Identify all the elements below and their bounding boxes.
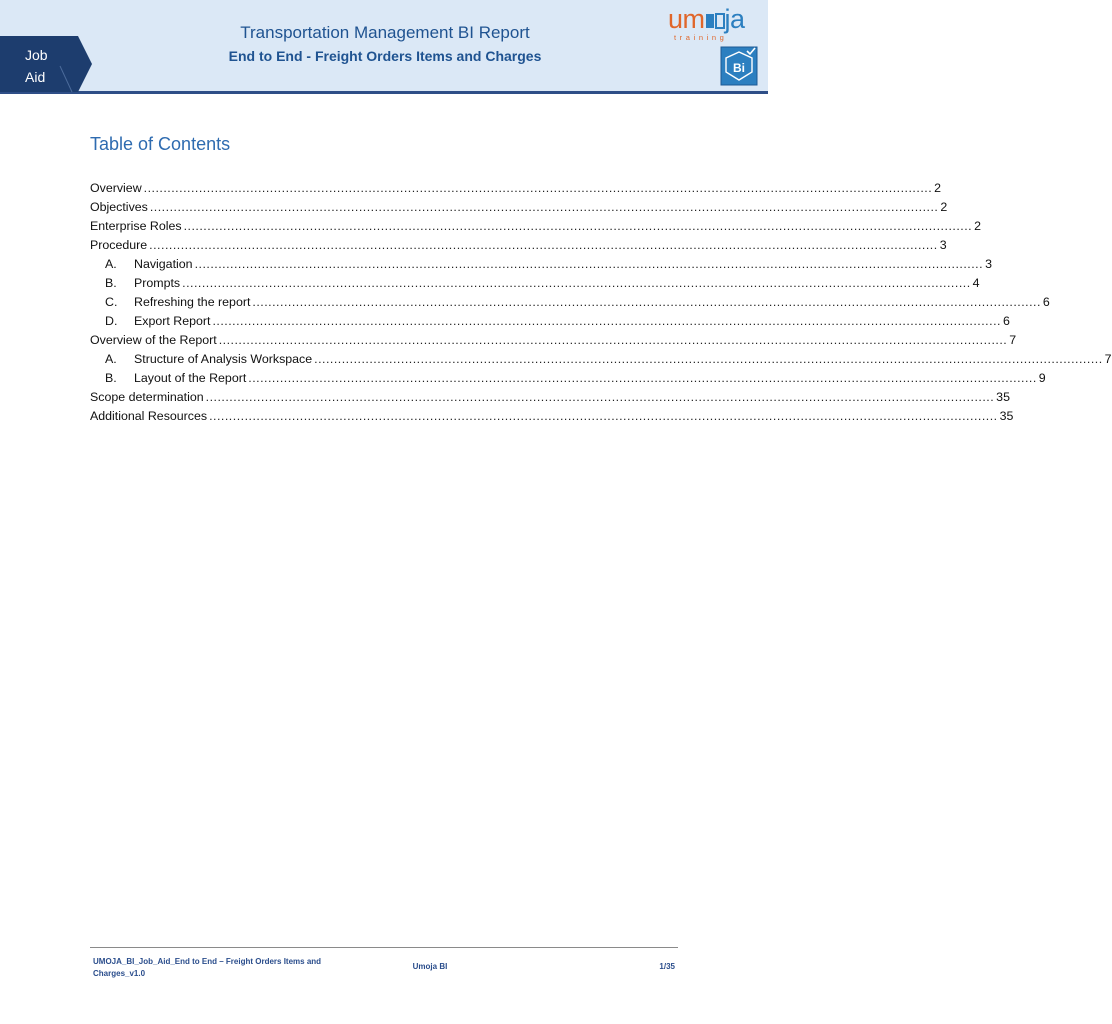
toc-dot-leader: ........................................................................................................................................................................................................ (314, 352, 1103, 366)
toc-entry-letter: C. (105, 295, 118, 309)
umoja-o-mark-icon (705, 11, 725, 31)
toc-entry-letter: B. (105, 371, 117, 385)
toc-dot-leader: ........................................................................................................................................................................................................ (252, 295, 1041, 309)
toc-entry-label: Objectives (90, 200, 148, 214)
toc-entry-label: Additional Resources (90, 409, 208, 423)
toc-entry-page: 2 (934, 181, 942, 195)
toc-dot-leader: ........................................................................................................................................................................................................ (183, 219, 973, 233)
toc-entry-page: 6 (1002, 314, 1010, 328)
toc-entry-page: 2 (974, 219, 982, 233)
toc-entry-label: Refreshing the report (134, 295, 251, 309)
logo-training-text: training (674, 33, 728, 42)
logo-ja-text: ja (724, 4, 745, 34)
job-aid-label (25, 44, 75, 88)
bi-badge-icon (720, 46, 758, 86)
toc-entry-label: Export Report (134, 314, 211, 328)
toc-entry[interactable] (90, 390, 1010, 409)
toc-entry-label: Overview of the Report (90, 333, 217, 347)
toc-entry-page: 35 (999, 409, 1014, 423)
footer-divider (90, 947, 678, 948)
toc-entry-label: Layout of the Report (134, 371, 247, 385)
toc-entry-label: Structure of Analysis Workspace (134, 352, 313, 366)
toc-dot-leader: ........................................................................................................................................................................................................ (209, 409, 998, 423)
toc-entry[interactable] (90, 333, 1017, 352)
toc-heading: Table of Contents (90, 134, 231, 154)
toc-dot-leader: ........................................................................................................................................................................................................ (182, 276, 971, 290)
job-aid-line2: Aid (25, 69, 46, 85)
footer-page-number: 1/35 (659, 962, 675, 971)
toc-entry-label: Prompts (134, 276, 181, 290)
toc-entry-label: Procedure (90, 238, 148, 252)
toc-entry[interactable] (90, 409, 1014, 428)
report-subtitle: End to End - Freight Orders Items and Charges (228, 48, 542, 64)
toc-entry-page: 6 (1042, 295, 1050, 309)
toc-dot-leader: ........................................................................................................................................................................................................ (194, 257, 984, 271)
toc-dot-leader: ........................................................................................................................................................................................................ (149, 200, 939, 214)
toc-entry-letter: A. (105, 257, 117, 271)
toc-entry[interactable] (90, 295, 1050, 314)
toc-entry[interactable] (90, 181, 942, 200)
toc-entry-page: 9 (1038, 371, 1046, 385)
bi-badge-text: Bi (733, 61, 745, 75)
toc-dot-leader: ........................................................................................................................................................................................................ (143, 181, 933, 195)
toc-entry[interactable] (90, 371, 1046, 390)
footer-doc-line1: UMOJA_BI_Job_Aid_End to End – Freight Orders Items and (93, 957, 322, 966)
toc-entry-letter: B. (105, 276, 117, 290)
toc-entry-letter: A. (105, 352, 117, 366)
toc-entry[interactable] (90, 238, 947, 257)
toc-dot-leader: ........................................................................................................................................................................................................ (212, 314, 1001, 328)
toc-dot-leader: ........................................................................................................................................................................................................ (218, 333, 1008, 347)
toc-entry-page: 35 (996, 390, 1010, 404)
toc-entry[interactable] (90, 200, 948, 219)
toc-entry[interactable] (90, 352, 1112, 371)
toc-entry-label: Enterprise Roles (90, 219, 182, 233)
job-aid-line1: Job (25, 47, 48, 63)
umoja-training-logo (668, 4, 760, 88)
footer-center-label: Umoja BI (412, 962, 448, 971)
toc-entry-page: 7 (1104, 352, 1112, 366)
footer-doc-line2: Charges_v1.0 (93, 969, 146, 978)
toc-entry[interactable] (90, 219, 982, 238)
toc-entry[interactable] (90, 276, 980, 295)
umoja-wordmark (668, 4, 745, 34)
toc-entry-page: 7 (1009, 333, 1017, 347)
toc-entry-label: Scope determination (90, 390, 204, 404)
table-of-contents (90, 181, 1112, 428)
toc-dot-leader: ........................................................................................................................................................................................................ (205, 390, 995, 404)
toc-dot-leader: ........................................................................................................................................................................................................ (149, 238, 938, 252)
toc-entry-label: Navigation (134, 257, 193, 271)
toc-entry-letter: D. (105, 314, 118, 328)
toc-entry[interactable] (90, 314, 1010, 333)
report-title: Transportation Management BI Report (240, 23, 530, 42)
logo-um-text: um (668, 4, 705, 34)
toc-entry-page: 2 (940, 200, 948, 214)
toc-entry-page: 3 (985, 257, 992, 271)
toc-entry-page: 4 (972, 276, 980, 290)
toc-entry-page: 3 (939, 238, 947, 252)
toc-dot-leader: ........................................................................................................................................................................................................ (248, 371, 1037, 385)
footer-document-name (93, 956, 333, 980)
toc-entry-label: Overview (90, 181, 142, 195)
toc-entry[interactable] (90, 257, 992, 276)
